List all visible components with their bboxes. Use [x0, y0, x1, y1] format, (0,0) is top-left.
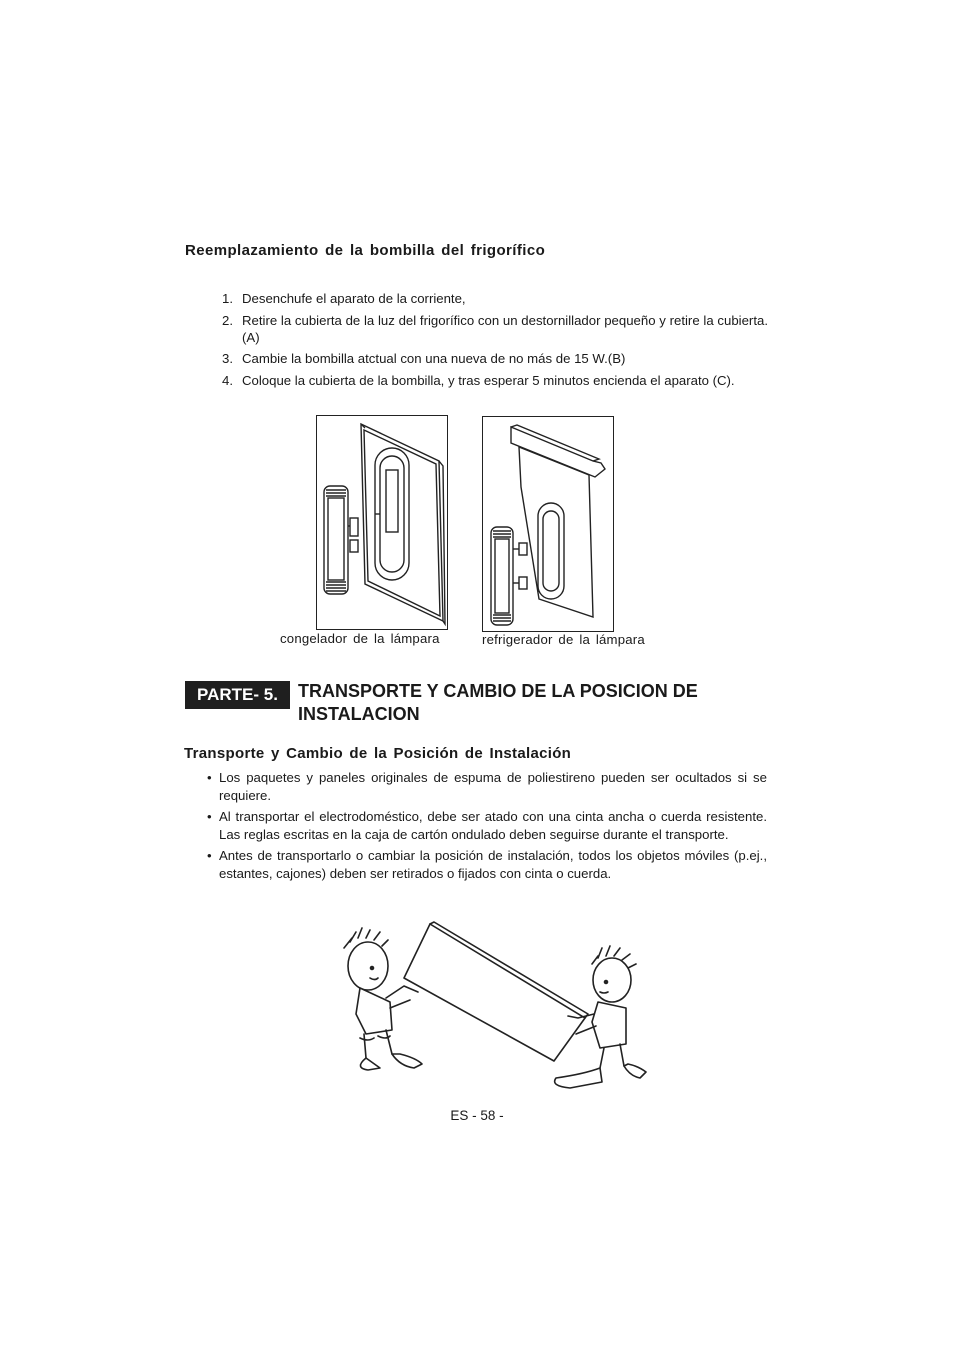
bulb-steps-list: [222, 290, 768, 393]
freezer-lamp-caption: congelador de la lámpara: [280, 631, 440, 646]
list-item: [205, 808, 767, 843]
fridge-lamp-illustration: [483, 417, 613, 631]
part-title: TRANSPORTE Y CAMBIO DE LA POSICION DE INSTALACION: [298, 681, 698, 724]
bullet-text: Al transportar el electrodoméstico, debe ser atado con una cinta ancha o cuerda resistente. Las reglas escritas en la caja de cartón ondulado deben seguirse durante el transporte.: [219, 809, 767, 842]
fridge-lamp-figure: [482, 416, 614, 632]
list-item: [222, 372, 768, 389]
step-number: 3.: [222, 351, 233, 366]
step-text: Retire la cubierta de la luz del frigorífico con un destornillador pequeño y retire la cubierta. (A): [242, 312, 768, 345]
bullet-text: Antes de transportarlo o cambiar la posición de instalación, todos los objetos móviles (p.ej., estantes, cajones) deben ser retirados o fijados con cinta o cuerda.: [219, 848, 767, 881]
bullet-dot: •: [207, 770, 212, 785]
step-number: 2.: [222, 312, 233, 328]
list-item: [205, 847, 767, 882]
list-item: [205, 769, 767, 804]
list-item: [222, 290, 768, 307]
step-number: 4.: [222, 372, 233, 388]
part-badge: PARTE- 5.: [185, 681, 290, 709]
step-text: Desenchufe el aparato de la corriente,: [242, 291, 466, 306]
fridge-lamp-caption: refrigerador de la lámpara: [482, 632, 645, 647]
transport-bullet-list: [205, 769, 767, 886]
freezer-lamp-figure: [316, 415, 448, 630]
kids-carrying-fridge-illustration: [330, 918, 650, 1093]
transport-section-heading: Transporte y Cambio de la Posición de Instalación: [184, 745, 572, 762]
page-number: ES - 58 -: [450, 1108, 504, 1123]
transport-illustration: [330, 918, 650, 1098]
bullet-text: Los paquetes y paneles originales de espuma de poliestireno pueden ser ocultados si se requiere.: [219, 770, 767, 803]
bullet-dot: •: [207, 848, 212, 863]
step-text: Coloque la cubierta de la bombilla, y tras esperar 5 minutos encienda el aparato (C).: [242, 372, 735, 388]
freezer-lamp-illustration: [317, 416, 447, 629]
bulb-section-heading: Reemplazamiento de la bombilla del frigorífico: [185, 242, 546, 259]
bullet-dot: •: [207, 809, 212, 824]
list-item: [222, 312, 768, 346]
step-text: Cambie la bombilla atctual con una nueva de no más de 15 W.(B): [242, 351, 626, 366]
list-item: [222, 350, 768, 367]
step-number: 1.: [222, 291, 233, 306]
